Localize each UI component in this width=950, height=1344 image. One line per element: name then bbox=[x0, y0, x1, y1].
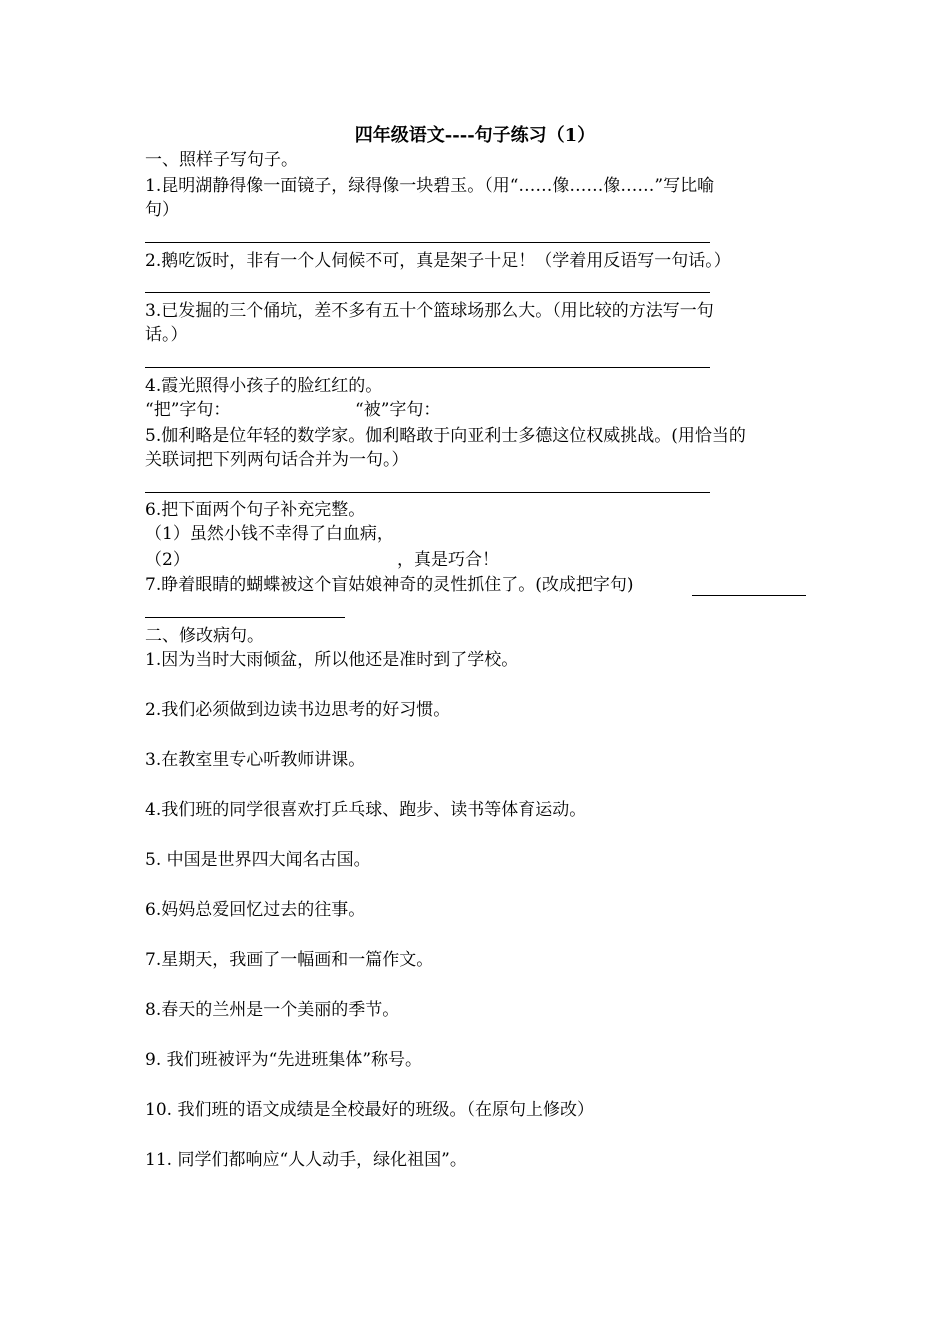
question-6: 6.把下面两个句子补充完整。 bbox=[145, 500, 366, 520]
answer-line-5[interactable] bbox=[145, 492, 710, 493]
question-3-line1: 3.已发掘的三个俑坑，差不多有五十个篮球场那么大。（用比较的方法写一句 bbox=[145, 301, 714, 321]
fix-sentence-4: 4.我们班的同学很喜欢打乒乓球、跑步、读书等体育运动。 bbox=[145, 800, 587, 820]
fix-sentence-7: 7.星期天，我画了一幅画和一篇作文。 bbox=[145, 950, 434, 970]
question-7: 7.睁着眼睛的蝴蝶被这个盲姑娘神奇的灵性抓住了。(改成把字句) bbox=[145, 575, 634, 595]
section1-heading: 一、照样子写句子。 bbox=[145, 150, 298, 170]
fix-sentence-6: 6.妈妈总爱回忆过去的往事。 bbox=[145, 900, 366, 920]
question-5-line1: 5.伽利略是位年轻的数学家。伽利略敢于向亚利士多德这位权威挑战。(用恰当的 bbox=[145, 426, 746, 446]
fix-sentence-8: 8.春天的兰州是一个美丽的季节。 bbox=[145, 1000, 400, 1020]
question-4-ba-label: “把”字句： bbox=[145, 400, 231, 420]
question-1-line1: 1.昆明湖静得像一面镜子，绿得像一块碧玉。（用“……像……像……”写比喻 bbox=[145, 176, 715, 196]
question-4-bei-label: “被”字句： bbox=[355, 400, 441, 420]
fix-sentence-10: 10. 我们班的语文成绩是全校最好的班级。（在原句上修改） bbox=[145, 1100, 594, 1120]
question-5-line2: 关联词把下列两句话合并为一句。） bbox=[145, 450, 409, 470]
answer-line-7b[interactable] bbox=[145, 617, 345, 618]
fix-sentence-1: 1.因为当时大雨倾盆，所以他还是准时到了学校。 bbox=[145, 650, 519, 670]
question-4: 4.霞光照得小孩子的脸红红的。 bbox=[145, 376, 383, 396]
section2-heading: 二、修改病句。 bbox=[145, 626, 264, 646]
answer-line-7a[interactable] bbox=[692, 595, 806, 596]
page-title: 四年级语文----句子练习（1） bbox=[354, 125, 596, 146]
fix-sentence-5: 5. 中国是世界四大闻名古国。 bbox=[145, 850, 371, 870]
fix-sentence-9: 9. 我们班被评为“先进班集体”称号。 bbox=[145, 1050, 423, 1070]
question-6-part-2-label: （2） bbox=[145, 550, 190, 570]
fix-sentence-11: 11. 同学们都响应“人人动手，绿化祖国”。 bbox=[145, 1150, 467, 1170]
question-6-part-1: （1）虽然小钱不幸得了白血病， bbox=[145, 524, 394, 544]
question-1-line2: 句） bbox=[145, 200, 179, 220]
fix-sentence-3: 3.在教室里专心听教师讲课。 bbox=[145, 750, 366, 770]
fix-sentence-2: 2.我们必须做到边读书边思考的好习惯。 bbox=[145, 700, 451, 720]
answer-line-2[interactable] bbox=[145, 292, 710, 293]
answer-line-3[interactable] bbox=[145, 367, 710, 368]
question-3-line2: 话。） bbox=[145, 325, 188, 345]
question-2: 2.鹅吃饭时，非有一个人伺候不可，真是架子十足！（学着用反语写一句话。） bbox=[145, 251, 731, 271]
question-6-part-2-tail: ，真是巧合！ bbox=[397, 550, 499, 570]
answer-line-1[interactable] bbox=[145, 242, 710, 243]
